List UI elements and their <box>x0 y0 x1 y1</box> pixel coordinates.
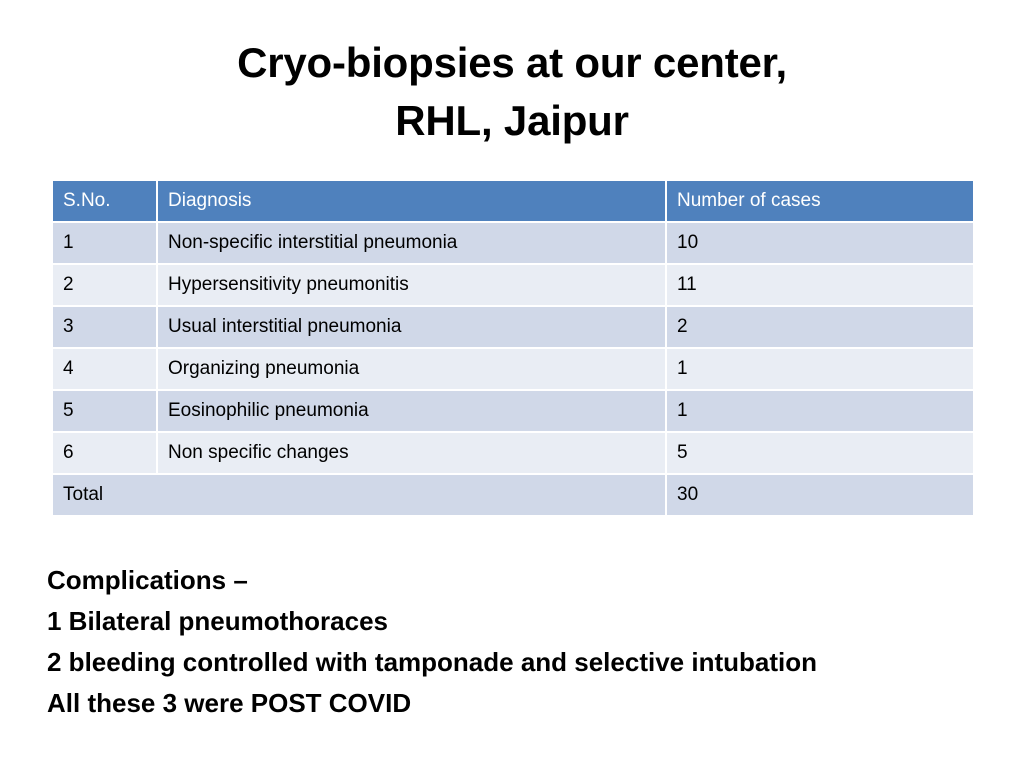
cell-sno: 4 <box>52 348 157 390</box>
complication-line: All these 3 were POST COVID <box>47 688 412 718</box>
cell-cases: 1 <box>666 348 974 390</box>
table-row <box>52 432 974 474</box>
cell-sno: 2 <box>52 264 157 306</box>
cell-diagnosis: Eosinophilic pneumonia <box>157 390 666 432</box>
slide-title <box>0 34 1024 150</box>
slide-title-line-2: RHL, Jaipur <box>395 97 629 144</box>
cryo-biopsy-cases-table <box>51 179 975 517</box>
cell-diagnosis: Hypersensitivity pneumonitis <box>157 264 666 306</box>
header-sno: S.No. <box>52 180 157 222</box>
cell-diagnosis: Organizing pneumonia <box>157 348 666 390</box>
complications-heading: Complications – <box>47 565 248 595</box>
table-row <box>52 264 974 306</box>
cell-cases: 1 <box>666 390 974 432</box>
cell-cases: 2 <box>666 306 974 348</box>
header-number-of-cases: Number of cases <box>666 180 974 222</box>
complications-notes <box>47 560 1007 724</box>
cell-sno: 6 <box>52 432 157 474</box>
cell-diagnosis: Non specific changes <box>157 432 666 474</box>
table-total-row <box>52 474 974 516</box>
cell-cases: 11 <box>666 264 974 306</box>
cell-sno: 1 <box>52 222 157 264</box>
total-value: 30 <box>666 474 974 516</box>
complication-line: 1 Bilateral pneumothoraces <box>47 606 388 636</box>
cell-cases: 10 <box>666 222 974 264</box>
table-row <box>52 222 974 264</box>
total-label: Total <box>52 474 666 516</box>
slide-title-line-1: Cryo-biopsies at our center, <box>237 39 787 86</box>
cell-sno: 5 <box>52 390 157 432</box>
cell-diagnosis: Usual interstitial pneumonia <box>157 306 666 348</box>
cell-cases: 5 <box>666 432 974 474</box>
complication-line: 2 bleeding controlled with tamponade and selective intubation <box>47 647 817 677</box>
cell-diagnosis: Non-specific interstitial pneumonia <box>157 222 666 264</box>
header-diagnosis: Diagnosis <box>157 180 666 222</box>
table-row <box>52 390 974 432</box>
table-row <box>52 306 974 348</box>
table-row <box>52 348 974 390</box>
cell-sno: 3 <box>52 306 157 348</box>
table-header-row <box>52 180 974 222</box>
